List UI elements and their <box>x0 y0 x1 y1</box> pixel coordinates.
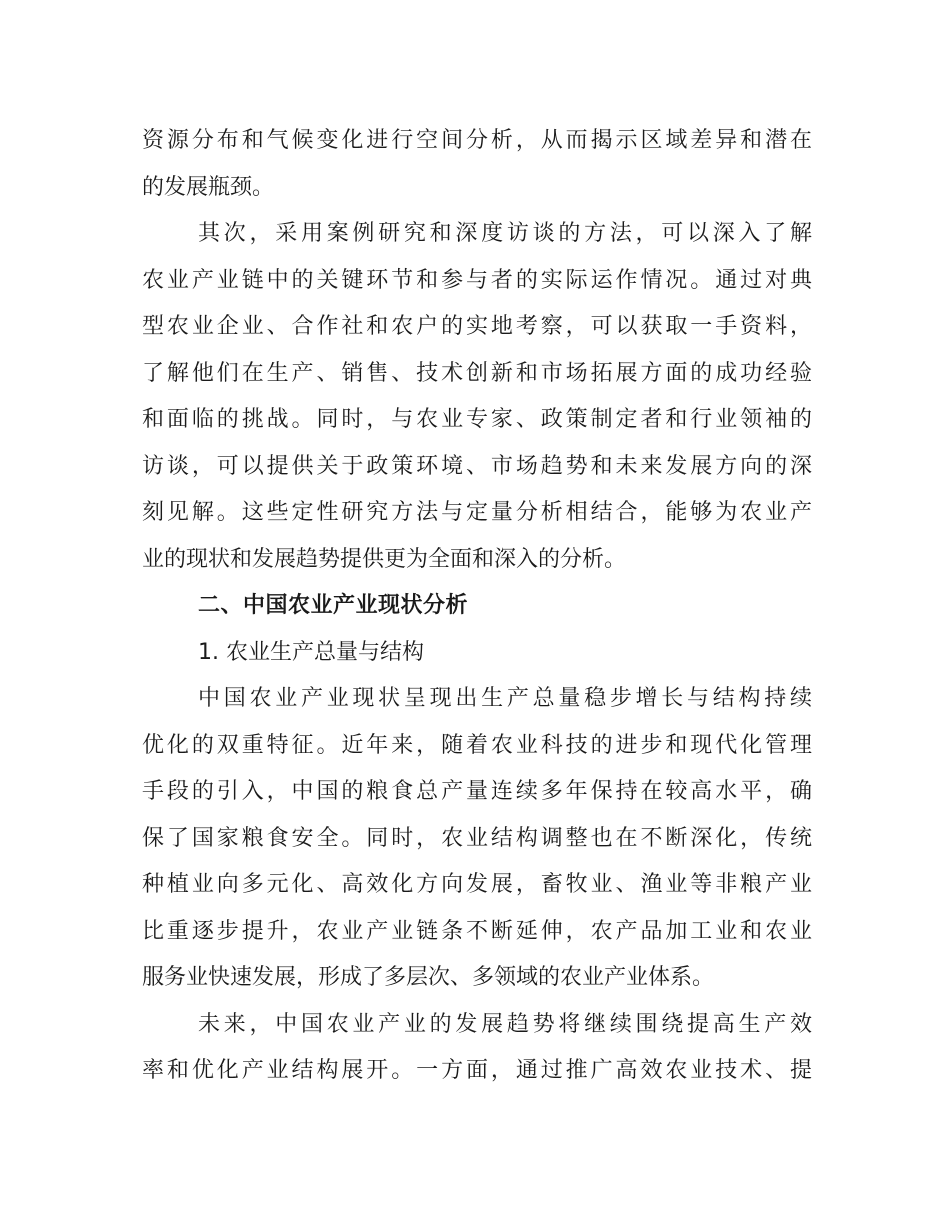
paragraph-line: 业的现状和发展趋势提供更为全面和深入的分析。 <box>142 546 627 572</box>
paragraph-line: 资源分布和气候变化进行空间分析，从而揭示区域差异和潜在 <box>142 128 812 153</box>
paragraph-line: 和面临的挑战。同时，与农业专家、政策制定者和行业领袖的 <box>142 407 812 432</box>
paragraph-line: 未来，中国农业产业的发展趋势将继续围绕提高生产效 <box>198 1011 812 1037</box>
paragraph-line: 的发展瓶颈。 <box>142 174 275 200</box>
paragraph-line: 优化的双重特征。近年来，随着农业科技的进步和现代化管理 <box>142 732 812 758</box>
paragraph-line: 型农业企业、合作社和农户的实地考察，可以获取一手资料， <box>142 314 812 339</box>
paragraph-line: 率和优化产业结构展开。一方面，通过推广高效农业技术、提 <box>142 1058 812 1083</box>
paragraph-line: 比重逐步提升，农业产业链条不断延伸，农产品加工业和农业 <box>142 918 812 944</box>
paragraph-line: 其次，采用案例研究和深度访谈的方法，可以深入了解 <box>198 221 812 246</box>
paragraph-line: 手段的引入，中国的粮食总产量连续多年保持在较高水平，确 <box>142 779 812 804</box>
paragraph-line: 种植业向多元化、高效化方向发展，畜牧业、渔业等非粮产业 <box>142 872 812 897</box>
paragraph-line: 保了国家粮食安全。同时，农业结构调整也在不断深化，传统 <box>142 825 812 851</box>
paragraph-line: 了解他们在生产、销售、技术创新和市场拓展方面的成功经验 <box>142 360 812 386</box>
section-heading: 二、中国农业产业现状分析 <box>198 593 469 618</box>
paragraph-line: 服务业快速发展，形成了多层次、多领域的农业产业体系。 <box>142 965 715 990</box>
paragraph-line: 农业产业链中的关键环节和参与者的实际运作情况。通过对典 <box>142 267 812 293</box>
paragraph-line: 中国农业产业现状呈现出生产总量稳步增长与结构持续 <box>198 686 812 711</box>
subsection-heading: 1. 农业生产总量与结构 <box>198 639 424 665</box>
paragraph-line: 刻见解。这些定性研究方法与定量分析相结合，能够为农业产 <box>142 500 812 525</box>
document-body <box>142 118 812 1095</box>
paragraph-line: 访谈，可以提供关于政策环境、市场趋势和未来发展方向的深 <box>142 453 812 479</box>
